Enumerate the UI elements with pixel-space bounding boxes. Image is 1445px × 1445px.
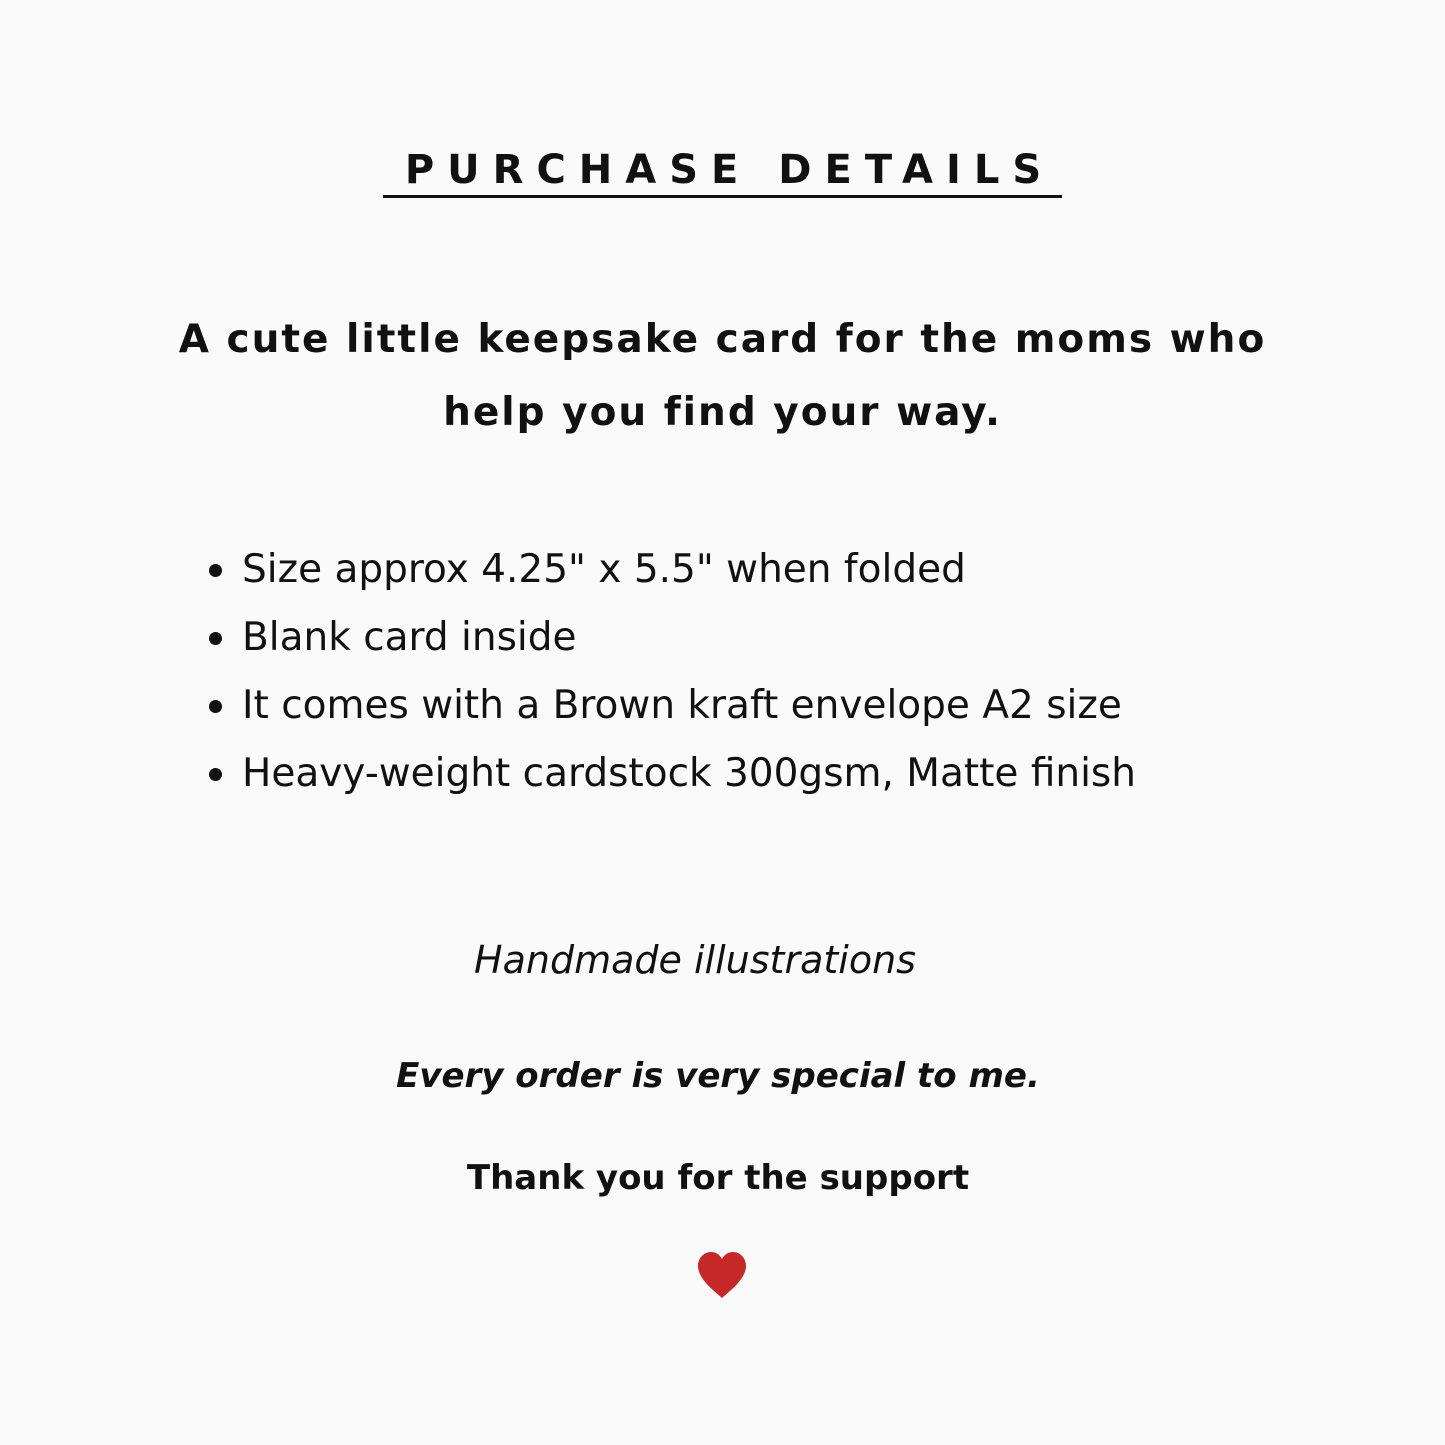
heart-shape [698, 1252, 746, 1298]
details-list [205, 536, 1325, 808]
page-title: PURCHASE DETAILS [383, 145, 1062, 198]
intro-line-2: help you find your way. [443, 390, 1002, 435]
list-item [205, 536, 1325, 604]
thanks-note: Thank you for the support [466, 1158, 970, 1198]
heading-container [0, 145, 1445, 198]
list-item-text: Heavy-weight cardstock 300gsm, Matte finish [242, 751, 1136, 796]
bullet-icon [209, 632, 222, 645]
list-item [205, 740, 1325, 808]
heart-icon [696, 1250, 748, 1300]
list-item-text: Size approx 4.25" x 5.5" when folded [242, 547, 966, 592]
special-note: Every order is very special to me. [396, 1056, 1040, 1096]
bullet-icon [209, 700, 222, 713]
list-item [205, 604, 1325, 672]
list-item-text: Blank card inside [242, 615, 577, 660]
list-item-text: It comes with a Brown kraft envelope A2 size [242, 683, 1122, 728]
bullet-icon [209, 768, 222, 781]
intro-line-1: A cute little keepsake card for the moms who [178, 317, 1267, 362]
list-item [205, 672, 1325, 740]
bullet-icon [209, 564, 222, 577]
intro-text [120, 303, 1325, 449]
handmade-note: Handmade illustrations [474, 938, 916, 982]
